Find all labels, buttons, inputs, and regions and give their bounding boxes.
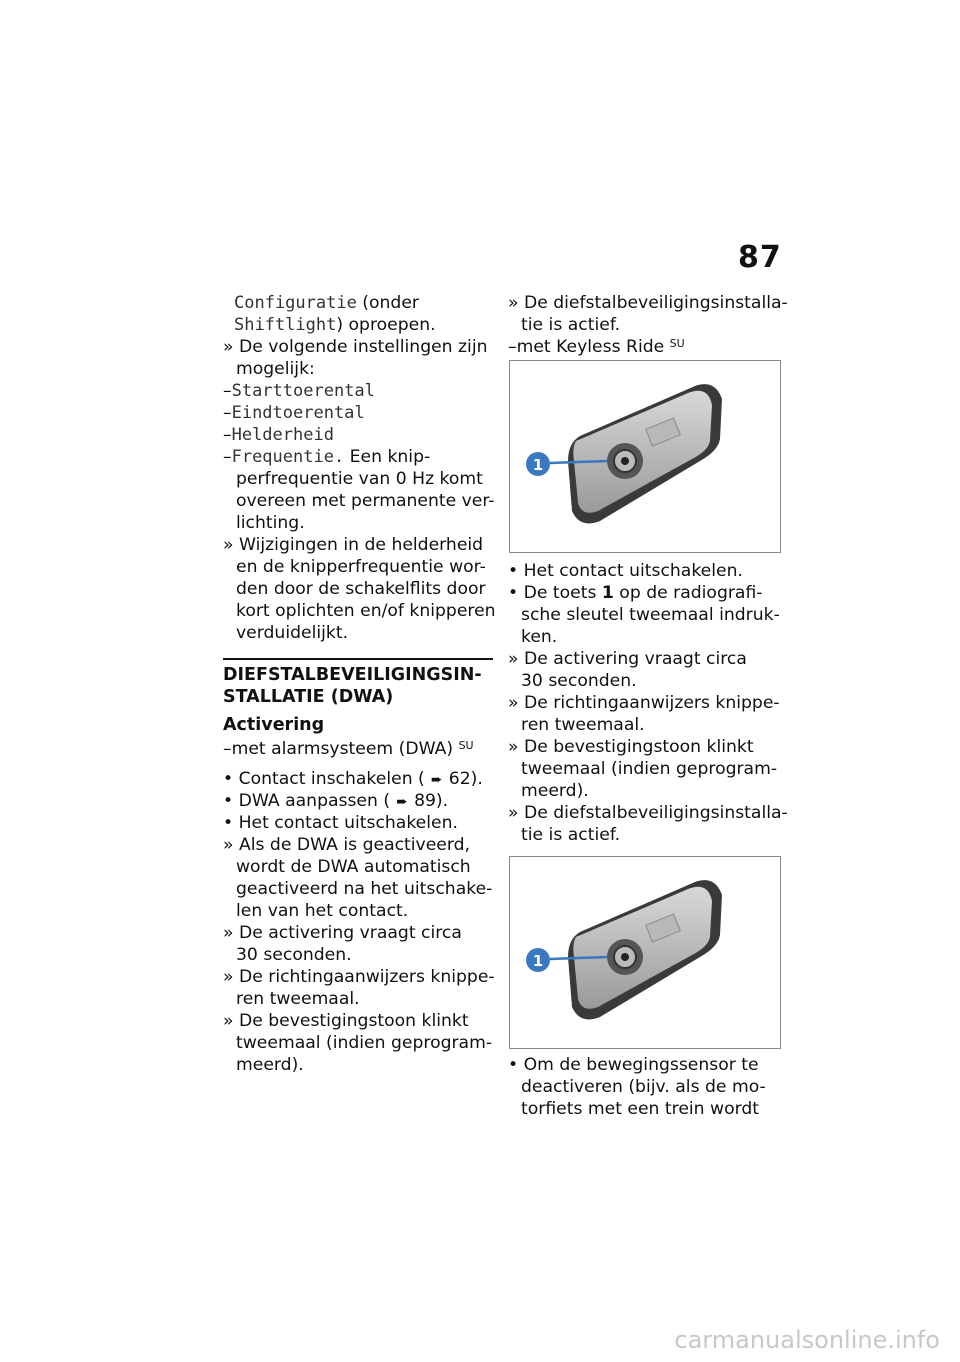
result-line: » De activering vraagt circa — [223, 923, 462, 943]
page-reference[interactable]: 62). — [448, 769, 483, 789]
key-fob-figure — [509, 360, 781, 553]
page-reference-arrow-icon: ➨ — [430, 772, 443, 788]
watermark: carmanualsonline.info — [674, 1326, 940, 1354]
result-line: » De richtingaanwijzers knippe- — [223, 967, 495, 987]
result-line: » De activering vraagt circa — [508, 649, 747, 669]
option-label: –met Keyless Ride $^{SU}$ — [508, 337, 685, 357]
intro-line-2: Shiftlight) oproepen. — [234, 315, 436, 335]
section-divider — [223, 658, 493, 660]
result-line: kort oplichten en/of knipperen — [236, 601, 496, 621]
bullet-text: sche sleutel tweemaal indruk- — [521, 605, 780, 625]
subheading: Activering — [223, 715, 325, 735]
result-line: ren tweemaal. — [521, 715, 645, 735]
result-line: 30 seconden. — [521, 671, 637, 691]
key-fob-illustration — [510, 361, 780, 552]
key-fob-figure — [509, 856, 781, 1049]
page-number: 87 — [738, 240, 782, 275]
setting-text: overeen met permanente ver- — [236, 491, 495, 511]
section-title: DIEFSTALBEVEILIGINGSIN- — [223, 665, 482, 685]
result-line: den door de schakelflits door — [236, 579, 486, 599]
result-line: ren tweemaal. — [236, 989, 360, 1009]
setting-text: perfrequentie van 0 Hz komt — [236, 469, 483, 489]
result-line: » De bevestigingstoon klinkt — [508, 737, 754, 757]
result-line: » De diefstalbeveiligingsinstalla- — [508, 293, 788, 313]
setting-item: –Eindtoerental — [223, 403, 365, 423]
result-line: » Wijzigingen in de helderheid — [223, 535, 484, 555]
result-line: 30 seconden. — [236, 945, 352, 965]
callout-number: 1 — [532, 952, 544, 970]
result-line: » De bevestigingstoon klinkt — [223, 1011, 469, 1031]
result-line: verduidelijkt. — [236, 623, 349, 643]
callout-number: 1 — [532, 456, 544, 474]
result-line: tie is actief. — [521, 825, 621, 845]
bullet-item: • De toets 1 op de radiografi- — [508, 583, 763, 603]
setting-item: –Frequentie. Een knip- — [223, 447, 431, 467]
option-label: –met alarmsysteem (DWA) $^{SU}$ — [223, 739, 474, 759]
result-line: tie is actief. — [521, 315, 621, 335]
bullet-item: • Het contact uitschakelen. — [223, 813, 458, 833]
setting-item: –Starttoerental — [223, 381, 375, 401]
result-line: meerd). — [521, 781, 589, 801]
key-fob-illustration — [510, 857, 780, 1048]
section-title: STALLATIE (DWA) — [223, 687, 394, 707]
setting-item: –Helderheid — [223, 425, 334, 445]
result-line: geactiveerd na het uitschake- — [236, 879, 493, 899]
result-line: mogelijk: — [236, 359, 315, 379]
page-reference[interactable]: 89). — [414, 791, 449, 811]
result-line: » De diefstalbeveiligingsinstalla- — [508, 803, 788, 823]
setting-text: lichting. — [236, 513, 305, 533]
intro-line-1: Configuratie (onder — [234, 293, 419, 313]
page-reference-arrow-icon: ➨ — [396, 794, 408, 810]
result-line: » De volgende instellingen zijn — [223, 337, 488, 357]
result-line: wordt de DWA automatisch — [236, 857, 471, 877]
bullet-text: torfiets met een trein wordt — [521, 1099, 760, 1119]
result-line: en de knipperfrequentie wor- — [236, 557, 486, 577]
result-line: len van het contact. — [236, 901, 409, 921]
result-line: » Als de DWA is geactiveerd, — [223, 835, 471, 855]
bullet-item: • Contact inschakelen ( ➨ 62). — [223, 769, 483, 789]
bullet-text: ken. — [521, 627, 558, 647]
result-line: » De richtingaanwijzers knippe- — [508, 693, 780, 713]
result-line: meerd). — [236, 1055, 304, 1075]
result-line: tweemaal (indien geprogram- — [236, 1033, 493, 1053]
bullet-item: • Het contact uitschakelen. — [508, 561, 743, 581]
bullet-text: deactiveren (bijv. als de mo- — [521, 1077, 766, 1097]
result-line: tweemaal (indien geprogram- — [521, 759, 778, 779]
bullet-item: • DWA aanpassen ( ➨ 89). — [223, 791, 449, 811]
bullet-item: • Om de bewegingssensor te — [508, 1055, 759, 1075]
